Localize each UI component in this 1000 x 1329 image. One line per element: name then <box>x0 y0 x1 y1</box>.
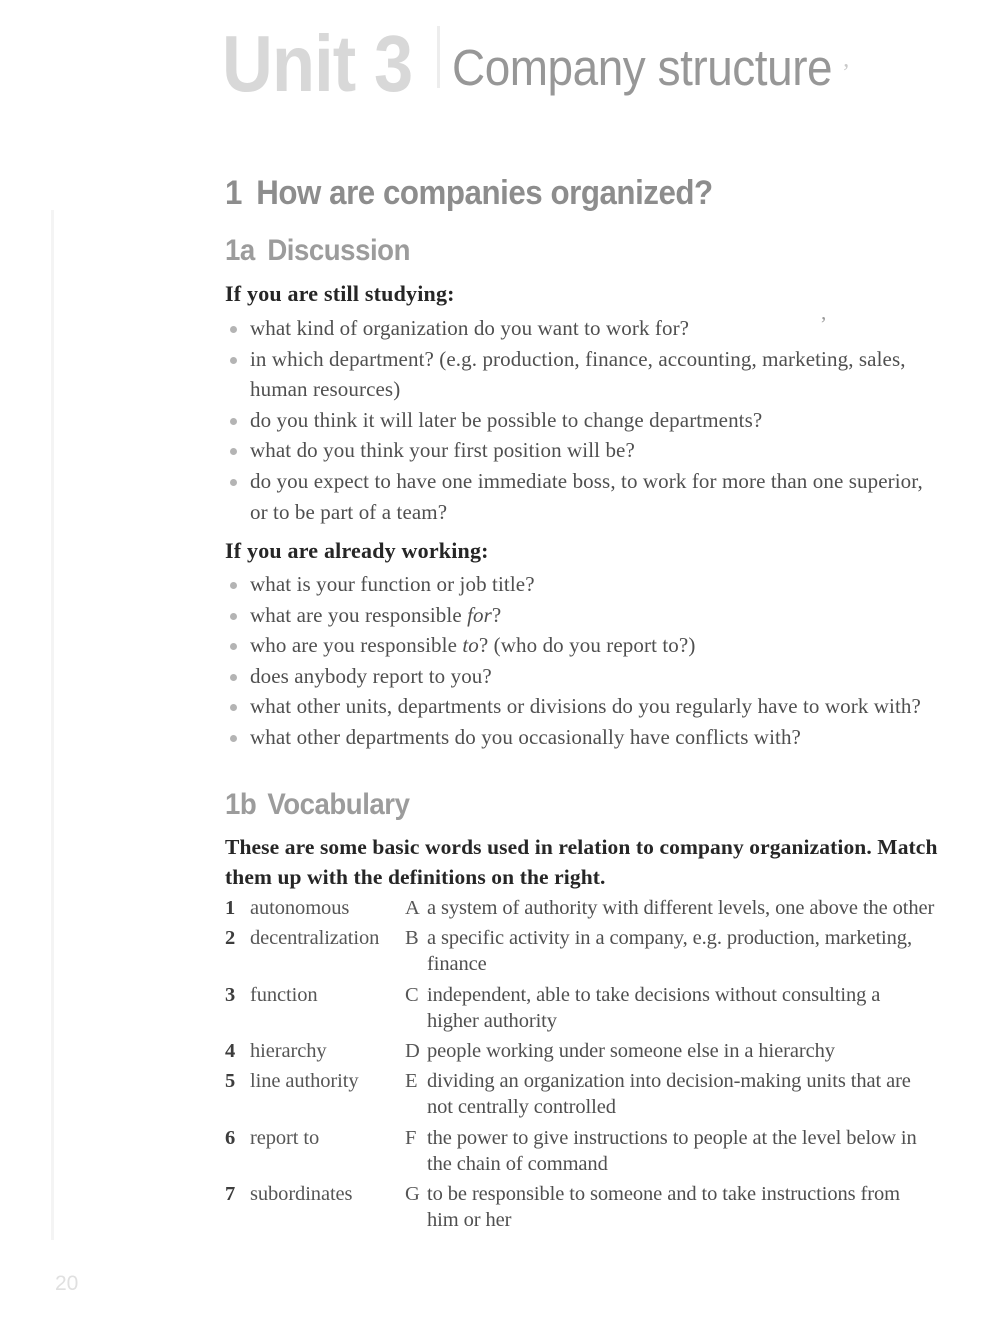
list-item <box>225 569 965 600</box>
still-studying-heading: If you are still studying: <box>225 281 455 306</box>
term: function <box>250 983 318 1006</box>
section-1a-title: Discussion <box>267 234 410 267</box>
bullet-text-line: what kind of organization do you want to work for? <box>250 316 690 340</box>
bullet-text-line: or to be part of a team? <box>250 499 448 524</box>
term-number: 4 <box>225 1040 236 1063</box>
definition-letter: F <box>405 1126 417 1149</box>
bullet-text-line: human resources) <box>250 377 401 402</box>
bullet-icon <box>230 418 237 425</box>
bullet-icon <box>230 326 237 333</box>
scan-artifact-line <box>51 210 54 1240</box>
term-number: 7 <box>225 1183 236 1206</box>
definition-line: people working under someone else in a hierarchy <box>427 1040 835 1063</box>
section-1b-title: Vocabulary <box>267 788 410 821</box>
section-1b-number: 1b <box>225 788 257 821</box>
list-item <box>225 630 965 661</box>
term: report to <box>250 1126 320 1149</box>
definition-letter: E <box>405 1070 418 1093</box>
term: decentralization <box>250 927 380 950</box>
bullet-icon <box>230 448 237 455</box>
term-number: 2 <box>225 927 236 950</box>
bullet-text: does anybody report to you? <box>250 663 492 688</box>
term-number: 6 <box>225 1126 236 1149</box>
definition-line: him or her <box>427 1209 512 1232</box>
bullet-icon <box>230 674 237 681</box>
term-number: 5 <box>225 1070 236 1093</box>
definition-line: to be responsible to someone and to take instructions from <box>427 1183 901 1206</box>
list-item <box>225 435 965 466</box>
match-row <box>225 1181 970 1233</box>
page-number: 20 <box>55 1272 79 1295</box>
match-row <box>225 1068 970 1120</box>
match-row <box>225 925 970 977</box>
term: subordinates <box>250 1183 353 1206</box>
definition-line: finance <box>427 953 487 976</box>
section-1a-number: 1a <box>225 234 255 267</box>
bullet-icon <box>230 357 237 364</box>
matching-exercise <box>225 895 970 1237</box>
section-1-heading <box>225 176 713 210</box>
definition-line: not centrally controlled <box>427 1096 616 1119</box>
bullet-text: ? (who do you report to?) <box>478 633 696 658</box>
bullet-text-italic: for <box>467 602 492 627</box>
match-row <box>225 1125 970 1177</box>
definition-letter: A <box>405 897 420 919</box>
bullet-text: what is your function or job title? <box>250 572 535 596</box>
term-number: 3 <box>225 983 236 1006</box>
bullet-text: ? <box>491 602 502 627</box>
bullet-icon <box>230 613 237 620</box>
already-working-heading: If you are already working: <box>225 538 489 563</box>
bullet-text-line: do you think it will later be possible to change departments? <box>250 407 763 432</box>
scan-artifact-mark: ’ <box>842 60 850 86</box>
match-row <box>225 895 970 921</box>
bullet-icon <box>230 479 237 486</box>
list-item <box>225 344 965 405</box>
definition-line: higher authority <box>427 1009 557 1032</box>
bullet-text-italic: to <box>462 633 479 658</box>
section-1-number: 1 <box>225 174 242 212</box>
bullet-icon <box>230 704 237 711</box>
term: autonomous <box>250 897 350 919</box>
definition-line: the power to give instructions to people at the level below in <box>427 1126 917 1149</box>
definition-letter: B <box>405 927 419 950</box>
list-item <box>225 600 965 631</box>
list-item <box>225 466 965 527</box>
definition-line: dividing an organization into decision-making units that are <box>427 1070 911 1093</box>
term: hierarchy <box>250 1040 327 1063</box>
definition-letter: D <box>405 1040 420 1063</box>
section-1-title: How are companies organized? <box>256 174 713 212</box>
already-working-list <box>225 569 965 753</box>
list-item <box>225 691 965 722</box>
scan-artifact-mark: ’ <box>820 312 827 336</box>
section-1a-heading <box>225 236 410 266</box>
header-separator <box>437 26 440 88</box>
definition-line: the chain of command <box>427 1152 608 1175</box>
instructions-line: These are some basic words used in relation to company organization. Match <box>225 835 938 859</box>
bullet-icon <box>230 643 237 650</box>
match-row <box>225 1038 970 1064</box>
definition-line: a system of authority with different levels, one above the other <box>427 897 935 919</box>
bullet-icon <box>230 582 237 589</box>
bullet-text: what other departments do you occasionally have conflicts with? <box>250 724 801 749</box>
bullet-text-line: in which department? (e.g. production, finance, accounting, marketing, sales, <box>250 346 906 371</box>
definition-line: independent, able to take decisions without consulting a <box>427 983 881 1006</box>
bullet-text: what other units, departments or divisions do you regularly have to work with? <box>250 694 921 719</box>
bullet-text: who are you responsible <box>250 633 463 658</box>
still-studying-list <box>225 313 965 527</box>
term-number: 1 <box>225 897 236 919</box>
bullet-text-line: do you expect to have one immediate boss, to work for more than one superior, <box>250 468 923 493</box>
definition-letter: G <box>405 1183 420 1206</box>
list-item <box>225 405 965 436</box>
definition-line: a specific activity in a company, e.g. production, marketing, <box>427 927 912 950</box>
bullet-text: what are you responsible <box>250 602 468 627</box>
bullet-icon <box>230 735 237 742</box>
list-item <box>225 722 965 753</box>
match-row <box>225 982 970 1034</box>
instructions-line: them up with the definitions on the right. <box>225 865 606 889</box>
unit-label: Unit 3 <box>222 19 413 108</box>
list-item <box>225 661 965 692</box>
page-title: Company structure <box>452 39 833 96</box>
list-item <box>225 313 965 344</box>
vocabulary-instructions <box>225 832 965 892</box>
section-1b-heading <box>225 790 409 820</box>
term: line authority <box>250 1070 359 1093</box>
definition-letter: C <box>405 983 419 1006</box>
bullet-text-line: what do you think your first position will be? <box>250 438 635 463</box>
